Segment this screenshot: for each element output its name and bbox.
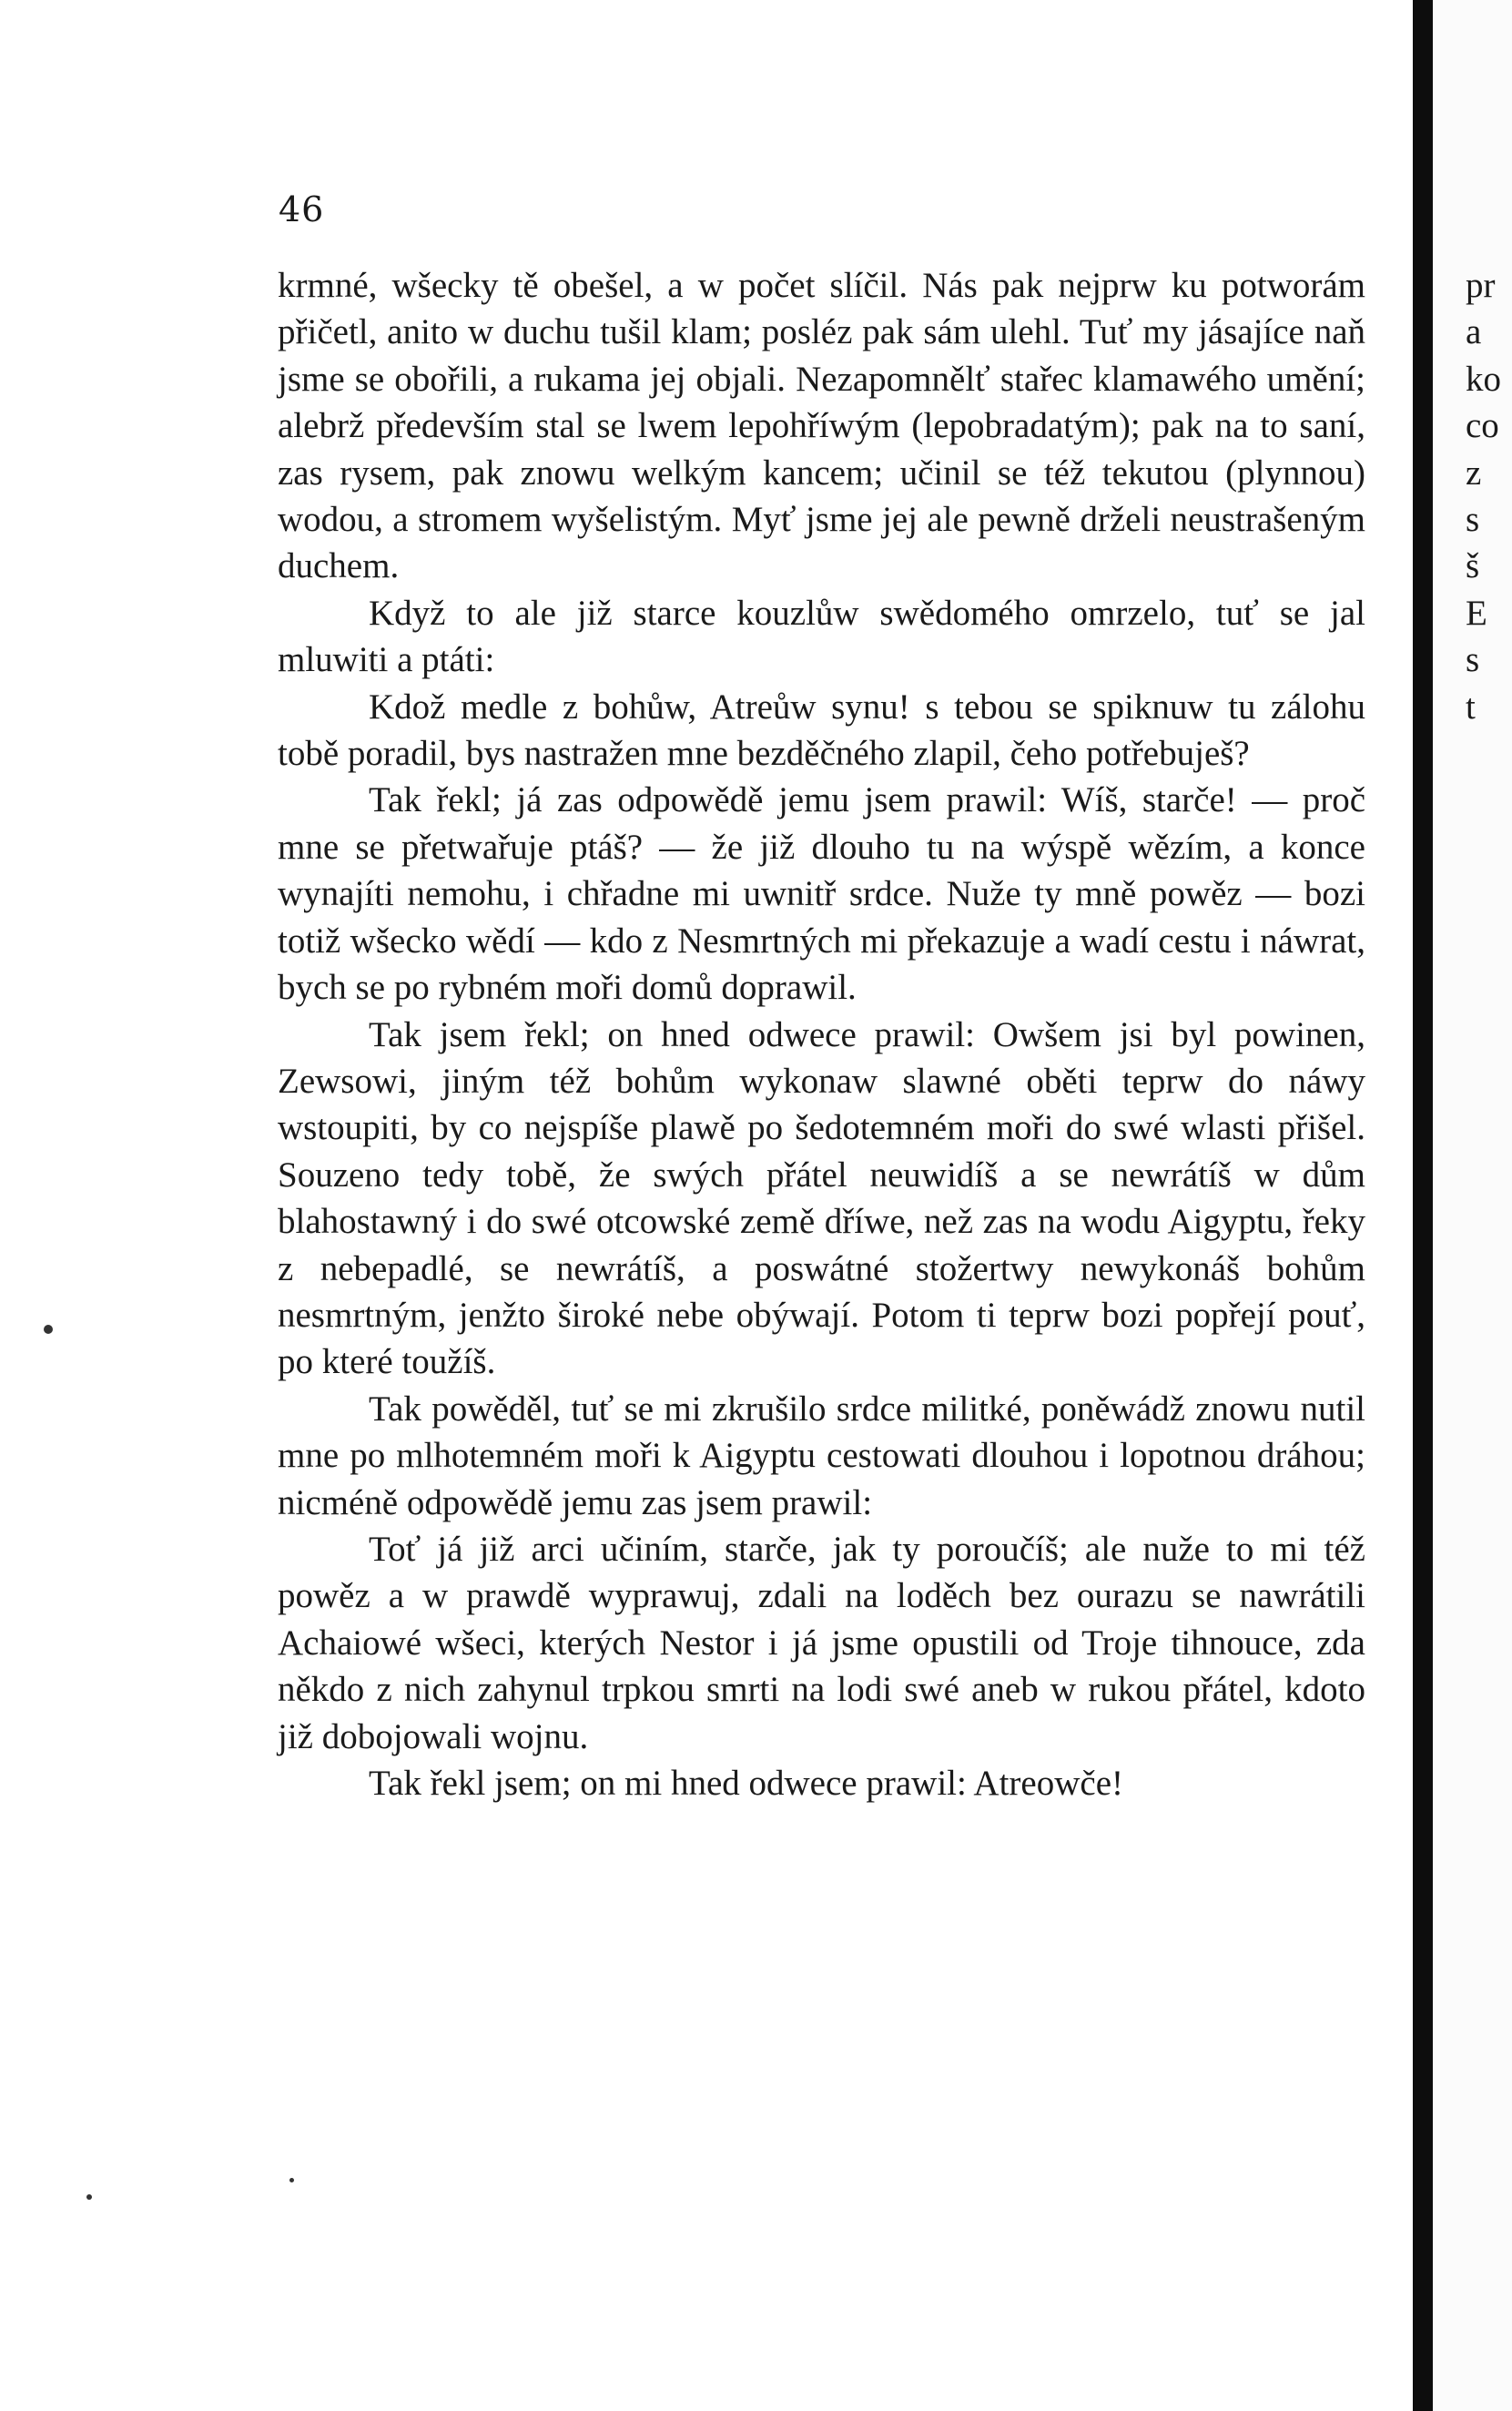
paragraph: Když to ale již starce kouzlůw swědomého omrzelo, tuť se jal mluwiti a ptáti: [278, 593, 1365, 680]
paragraph: Tak řekl; já zas odpowědě jemu jsem prawil: Wíš, starče! — proč mne se přetwařuje ptáš? — že již dlouho tu na wýspě wězím, a konce wynajíti nemohu, i chřadne mi uwnitř srdce. Nuže ty mně powěz — bozi totiž wšecko wědí — kdo z Nesmrtných mi překazuje a wadí cestu i náwrat, bych se po rybném moři domů doprawil. [278, 780, 1365, 1008]
body-text [278, 262, 1365, 1806]
scan-speck [44, 1325, 53, 1334]
scan-top-margin [0, 0, 1413, 18]
fragment: s [1466, 500, 1480, 540]
fragment: s [1466, 640, 1480, 680]
paragraph: krmné, wšecky tě obešel, a w počet slíčil. Nás pak nejprw ku potworám přičetl, anito w duchu tušil klam; posléz pak sám ulehl. Tuť my jásajíce naň jsme se obořili, a rukama jej objali. Nezapomnělť stařec klamawého umění; alebrž především stal se lwem lepohříwým (lepobradatým); pak na to saní, zas rysem, pak znowu welkým kancem; učinil se též tekutou (plynnou) wodou, a stromem wyšelistým. Myť jsme jej ale pewně drželi neustrašeným duchem. [278, 266, 1365, 586]
paragraph: Kdož medle z bohůw, Atreůw synu! s tebou se spiknuw tu zálohu tobě poradil, bys nastražen mne bezděčného zlapil, čeho potřebuješ? [278, 687, 1365, 774]
paragraph: Tak powěděl, tuť se mi zkrušilo srdce militké, poněwádž znowu nutil mne po mlhotemném moři k Aigyptu cestowati dlouhou i lopotnou dráhou; nicméně odpowědě jemu zas jsem prawil: [278, 1389, 1365, 1522]
facing-page-fragments [1466, 262, 1512, 730]
scan-binding-shadow [1413, 0, 1433, 2411]
fragment: ko [1466, 359, 1501, 399]
fragment: E [1466, 593, 1487, 633]
fragment: š [1466, 546, 1480, 586]
fragment: a [1466, 312, 1482, 352]
paragraph: Toť já již arci učiním, starče, jak ty poroučíš; ale nuže to mi též powěz a w prawdě wyprawuj, zdali na loděch bez ourazu se nawrátili Achaiowé wšeci, kterých Nestor i já jsme opustili od Troje tihnouce, zda někdo z nich zahynul trpkou smrti na lodi swé aneb w rukou přátel, kdoto již dobojowali wojnu. [278, 1529, 1365, 1756]
fragment: t [1466, 687, 1476, 727]
fragment: pr [1466, 266, 1496, 305]
fragment: z [1466, 453, 1482, 493]
scan-speck [289, 2178, 294, 2182]
paragraph: Tak řekl jsem; on mi hned odwece prawil: Atreowče! [369, 1764, 1123, 1803]
page-number: 46 [279, 189, 325, 229]
scan-speck [86, 2194, 92, 2200]
fragment: co [1466, 406, 1499, 446]
paragraph: Tak jsem řekl; on hned odwece prawil: Owšem jsi byl powinen, Zewsowi, jiným též bohům wykonaw slawné oběti teprw do náwy wstoupiti, by co nejspíše plawě po šedotemném moři do swé wlasti přišel. Souzeno tedy tobě, že swých přátel neuwidíš a se newrátíš w dům blahostawný i do swé otcowské země dříwe, než zas na wodu Aigyptu, řeky z nebepadlé, se newrátíš, a poswátné stožertwy newykonáš bohům nesmrtným, jenžto široké nebe obýwají. Potom ti teprw bozi popřejí pouť, po které toužíš. [278, 1014, 1365, 1382]
